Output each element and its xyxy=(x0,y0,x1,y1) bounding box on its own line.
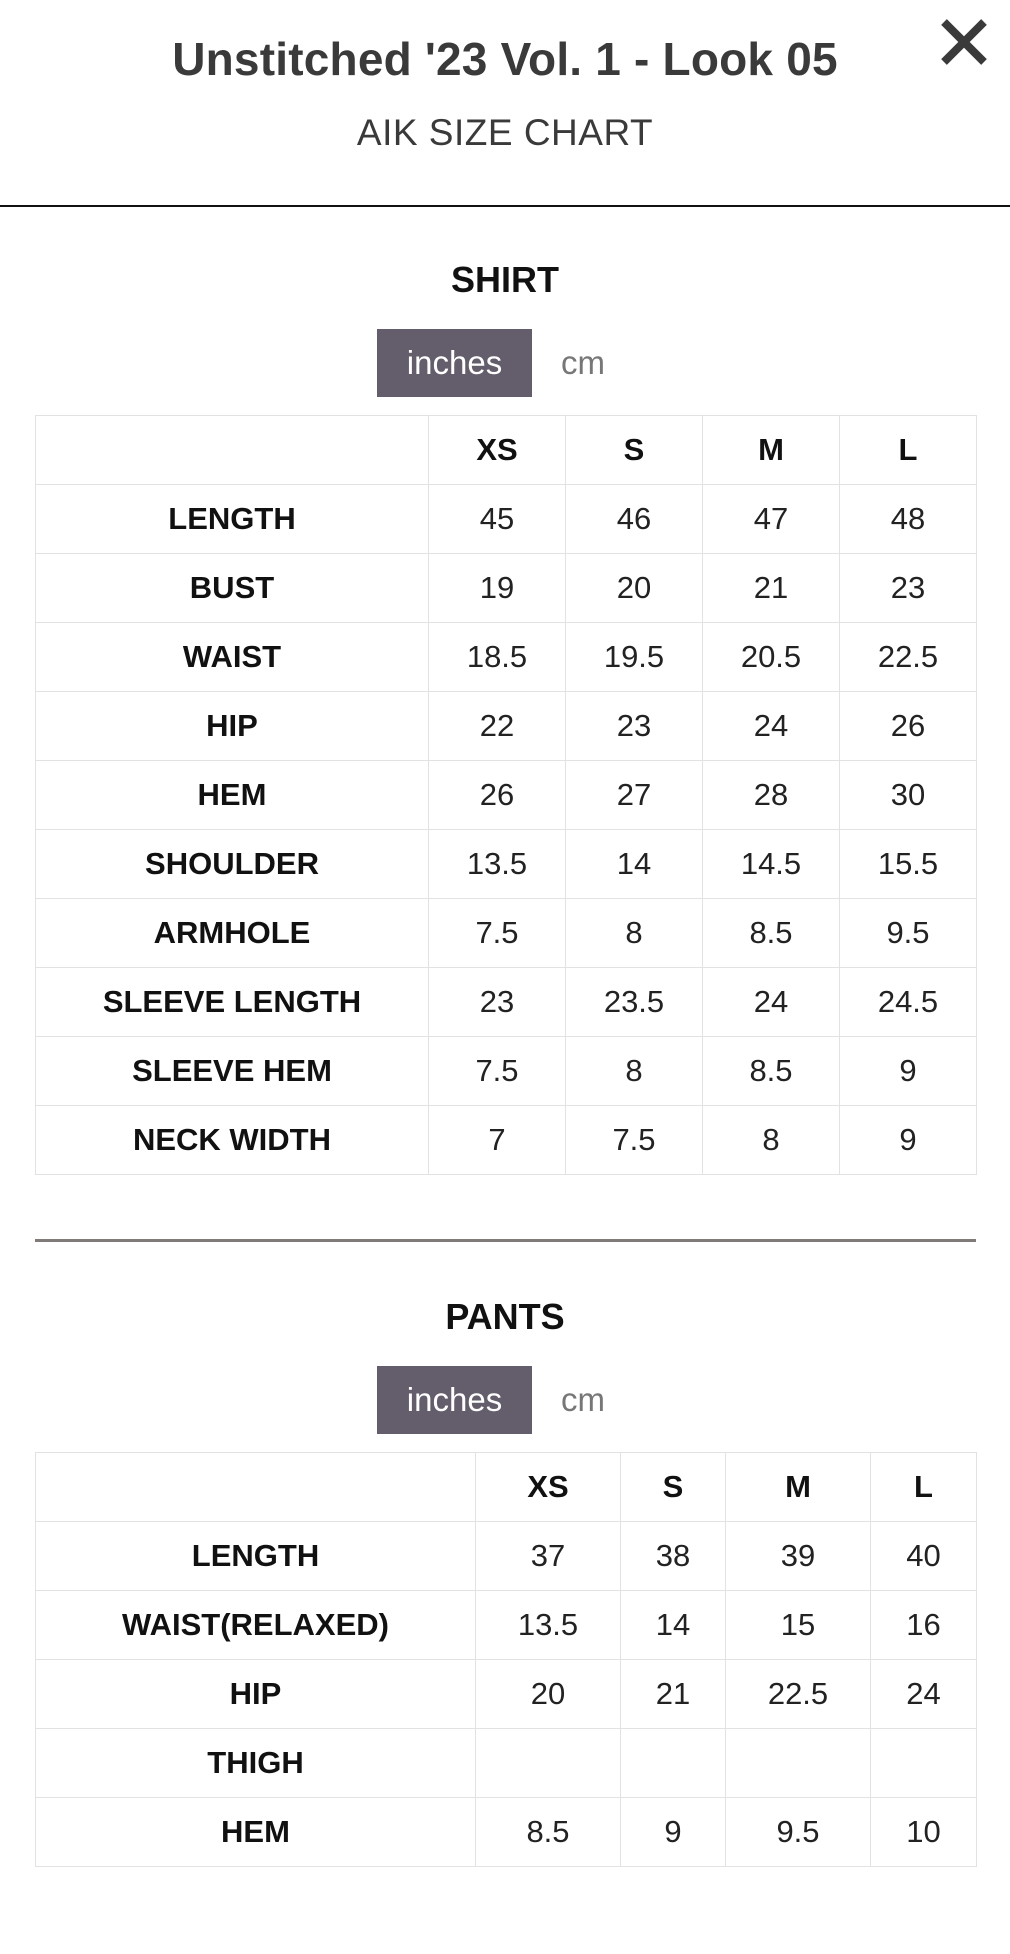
measurement-label: HEM xyxy=(36,1798,476,1867)
measurement-value: 24 xyxy=(703,692,840,761)
modal-header xyxy=(0,0,1010,207)
measurement-value: 7.5 xyxy=(429,899,566,968)
measurement-label: HIP xyxy=(36,692,429,761)
measurement-value: 9 xyxy=(840,1037,977,1106)
measurement-value: 40 xyxy=(871,1522,977,1591)
measurement-value xyxy=(621,1729,726,1798)
pants-unit-toggle xyxy=(377,1366,634,1434)
page-title: Unstitched '23 Vol. 1 - Look 05 xyxy=(172,33,838,85)
size-header: L xyxy=(840,416,977,485)
table-row xyxy=(36,1591,977,1660)
measurement-label: ARMHOLE xyxy=(36,899,429,968)
measurement-value: 8.5 xyxy=(703,899,840,968)
size-header: L xyxy=(871,1453,977,1522)
measurement-value: 8.5 xyxy=(703,1037,840,1106)
measurement-value: 10 xyxy=(871,1798,977,1867)
measurement-value: 23 xyxy=(429,968,566,1037)
measurement-label: THIGH xyxy=(36,1729,476,1798)
measurement-value: 9.5 xyxy=(840,899,977,968)
shirt-unit-toggle xyxy=(377,329,634,397)
table-corner-cell xyxy=(36,1453,476,1522)
shirt-section-title: SHIRT xyxy=(451,259,559,300)
pants-size-table xyxy=(35,1452,977,1867)
table-row xyxy=(36,623,977,692)
measurement-value: 20 xyxy=(566,554,703,623)
measurement-label: SLEEVE HEM xyxy=(36,1037,429,1106)
table-row xyxy=(36,761,977,830)
measurement-label: HIP xyxy=(36,1660,476,1729)
measurement-label: SLEEVE LENGTH xyxy=(36,968,429,1037)
measurement-value: 23 xyxy=(566,692,703,761)
table-header-row xyxy=(36,416,977,485)
pants-inches-tab[interactable]: inches xyxy=(377,1366,532,1434)
measurement-label: LENGTH xyxy=(36,485,429,554)
measurement-value: 21 xyxy=(703,554,840,623)
measurement-value: 20.5 xyxy=(703,623,840,692)
measurement-value: 15.5 xyxy=(840,830,977,899)
measurement-value: 23.5 xyxy=(566,968,703,1037)
table-row xyxy=(36,485,977,554)
measurement-label: HEM xyxy=(36,761,429,830)
close-button[interactable] xyxy=(936,14,992,70)
measurement-value: 22.5 xyxy=(840,623,977,692)
measurement-value: 47 xyxy=(703,485,840,554)
measurement-value: 30 xyxy=(840,761,977,830)
table-row xyxy=(36,899,977,968)
measurement-value: 21 xyxy=(621,1660,726,1729)
measurement-label: NECK WIDTH xyxy=(36,1106,429,1175)
measurement-label: SHOULDER xyxy=(36,830,429,899)
measurement-value: 8 xyxy=(566,899,703,968)
table-row xyxy=(36,1660,977,1729)
measurement-value: 13.5 xyxy=(429,830,566,899)
measurement-value: 7.5 xyxy=(566,1106,703,1175)
measurement-value: 8 xyxy=(566,1037,703,1106)
size-header: S xyxy=(566,416,703,485)
measurement-label: WAIST xyxy=(36,623,429,692)
measurement-label: BUST xyxy=(36,554,429,623)
measurement-value: 24.5 xyxy=(840,968,977,1037)
measurement-label: WAIST(RELAXED) xyxy=(36,1591,476,1660)
measurement-value: 13.5 xyxy=(476,1591,621,1660)
measurement-value: 24 xyxy=(871,1660,977,1729)
size-header: M xyxy=(726,1453,871,1522)
measurement-value: 18.5 xyxy=(429,623,566,692)
measurement-value: 39 xyxy=(726,1522,871,1591)
page-subtitle: AIK SIZE CHART xyxy=(356,112,654,153)
table-header-row xyxy=(36,1453,977,1522)
measurement-value: 7.5 xyxy=(429,1037,566,1106)
measurement-value: 9 xyxy=(621,1798,726,1867)
measurement-value: 38 xyxy=(621,1522,726,1591)
table-row xyxy=(36,1106,977,1175)
pants-cm-tab[interactable]: cm xyxy=(561,1381,605,1418)
table-row xyxy=(36,554,977,623)
table-row xyxy=(36,692,977,761)
table-row xyxy=(36,968,977,1037)
measurement-value: 14 xyxy=(621,1591,726,1660)
table-corner-cell xyxy=(36,416,429,485)
table-row xyxy=(36,1522,977,1591)
shirt-inches-tab[interactable]: inches xyxy=(377,329,532,397)
table-row xyxy=(36,1798,977,1867)
size-header: XS xyxy=(429,416,566,485)
table-row xyxy=(36,1037,977,1106)
measurement-label: LENGTH xyxy=(36,1522,476,1591)
pants-section-title: PANTS xyxy=(445,1296,565,1337)
size-header: S xyxy=(621,1453,726,1522)
measurement-value: 14 xyxy=(566,830,703,899)
measurement-value: 22 xyxy=(429,692,566,761)
measurement-value xyxy=(726,1729,871,1798)
measurement-value: 45 xyxy=(429,485,566,554)
measurement-value: 28 xyxy=(703,761,840,830)
size-header: M xyxy=(703,416,840,485)
measurement-value: 14.5 xyxy=(703,830,840,899)
measurement-value: 46 xyxy=(566,485,703,554)
measurement-value: 9 xyxy=(840,1106,977,1175)
measurement-value: 9.5 xyxy=(726,1798,871,1867)
table-row xyxy=(36,830,977,899)
measurement-value: 7 xyxy=(429,1106,566,1175)
measurement-value: 16 xyxy=(871,1591,977,1660)
close-icon xyxy=(936,14,992,70)
measurement-value: 15 xyxy=(726,1591,871,1660)
shirt-cm-tab[interactable]: cm xyxy=(561,344,605,381)
shirt-size-table xyxy=(35,415,977,1175)
measurement-value: 23 xyxy=(840,554,977,623)
measurement-value: 26 xyxy=(429,761,566,830)
measurement-value: 8.5 xyxy=(476,1798,621,1867)
table-row xyxy=(36,1729,977,1798)
measurement-value xyxy=(476,1729,621,1798)
measurement-value: 27 xyxy=(566,761,703,830)
measurement-value: 20 xyxy=(476,1660,621,1729)
measurement-value: 22.5 xyxy=(726,1660,871,1729)
measurement-value: 24 xyxy=(703,968,840,1037)
measurement-value: 48 xyxy=(840,485,977,554)
measurement-value: 8 xyxy=(703,1106,840,1175)
measurement-value: 37 xyxy=(476,1522,621,1591)
size-header: XS xyxy=(476,1453,621,1522)
measurement-value: 19 xyxy=(429,554,566,623)
measurement-value xyxy=(871,1729,977,1798)
measurement-value: 26 xyxy=(840,692,977,761)
measurement-value: 19.5 xyxy=(566,623,703,692)
section-divider xyxy=(35,1239,976,1242)
